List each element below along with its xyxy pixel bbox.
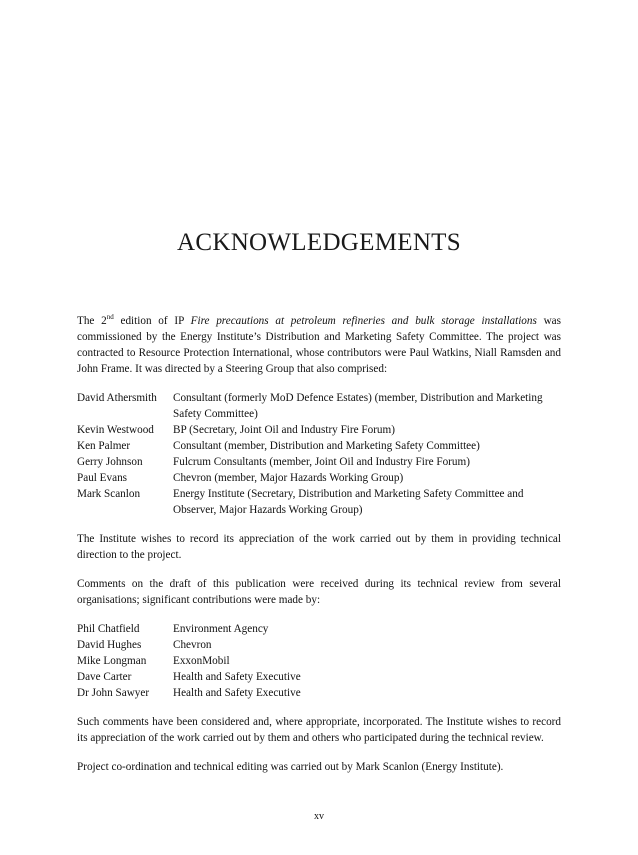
contributor-row — [77, 669, 561, 685]
steering-group-row — [77, 470, 561, 486]
person-role: Consultant (formerly MoD Defence Estates) (member, Distribution and Marketing Safety Committee) — [173, 392, 543, 420]
person-role: Health and Safety Executive — [173, 687, 301, 699]
steering-group-table — [77, 390, 561, 518]
person-name: Mike Longman — [77, 655, 147, 667]
steering-group-row — [77, 454, 561, 470]
person-role: Chevron — [173, 639, 212, 651]
person-name: Gerry Johnson — [77, 456, 143, 468]
person-name: Paul Evans — [77, 472, 128, 484]
ordinal-suffix: nd — [106, 313, 114, 321]
person-name: Dr John Sawyer — [77, 687, 150, 699]
person-role: Chevron (member, Major Hazards Working Group) — [173, 472, 404, 484]
person-role: BP (Secretary, Joint Oil and Industry Fire Forum) — [173, 424, 395, 436]
appreciation-paragraph: The Institute wishes to record its appreciation of the work carried out by them in providing technical direction to the project. — [77, 533, 561, 561]
page-number: xv — [314, 811, 324, 822]
contributors-table — [77, 621, 561, 701]
person-name: Mark Scanlon — [77, 488, 141, 500]
publication-title: Fire precautions at petroleum refineries and bulk storage installations — [190, 315, 537, 327]
intro-mid: edition of IP — [113, 315, 191, 327]
contributor-row — [77, 637, 561, 653]
closing-comments-paragraph: Such comments have been considered and, where appropriate, incorporated. The Institute wishes to record its appreciation of the work carried out by them and others who participated during the technical review. — [77, 716, 561, 744]
person-role: ExxonMobil — [173, 655, 230, 667]
person-name: David Hughes — [77, 639, 142, 651]
person-role: Energy Institute (Secretary, Distribution and Marketing Safety Committee and Observer, Major Hazards Working Group) — [173, 488, 524, 516]
person-name: Phil Chatfield — [77, 623, 140, 635]
intro-paragraph — [77, 313, 561, 377]
contributor-row — [77, 685, 561, 701]
intro-prefix: The 2 — [77, 315, 107, 327]
person-role: Environment Agency — [173, 623, 269, 635]
coordination-paragraph: Project co-ordination and technical editing was carried out by Mark Scanlon (Energy Institute). — [77, 761, 504, 773]
steering-group-row — [77, 422, 561, 438]
comments-intro-paragraph: Comments on the draft of this publication were received during its technical review from several organisations; significant contributions were made by: — [77, 578, 561, 606]
page-title: ACKNOWLEDGEMENTS — [177, 229, 461, 256]
person-role: Fulcrum Consultants (member, Joint Oil and Industry Fire Forum) — [173, 456, 470, 468]
contributor-row — [77, 653, 561, 669]
person-name: Dave Carter — [77, 671, 132, 683]
person-role: Health and Safety Executive — [173, 671, 301, 683]
person-name: Ken Palmer — [77, 440, 131, 452]
person-name: David Athersmith — [77, 392, 157, 404]
steering-group-row — [77, 390, 561, 422]
intro-rest: was commissioned by the Energy Institute’s Distribution and Marketing Safety Committee. The project was contracted to Resource Protection International, whose contributors were Paul Watkins, Niall Ramsden and John Frame. It was directed by a Steering Group that also comprised: — [77, 315, 561, 375]
acknowledgements-body — [77, 313, 561, 775]
steering-group-row — [77, 486, 561, 518]
steering-group-row — [77, 438, 561, 454]
contributor-row — [77, 621, 561, 637]
person-name: Kevin Westwood — [77, 424, 154, 436]
person-role: Consultant (member, Distribution and Marketing Safety Committee) — [173, 440, 480, 452]
